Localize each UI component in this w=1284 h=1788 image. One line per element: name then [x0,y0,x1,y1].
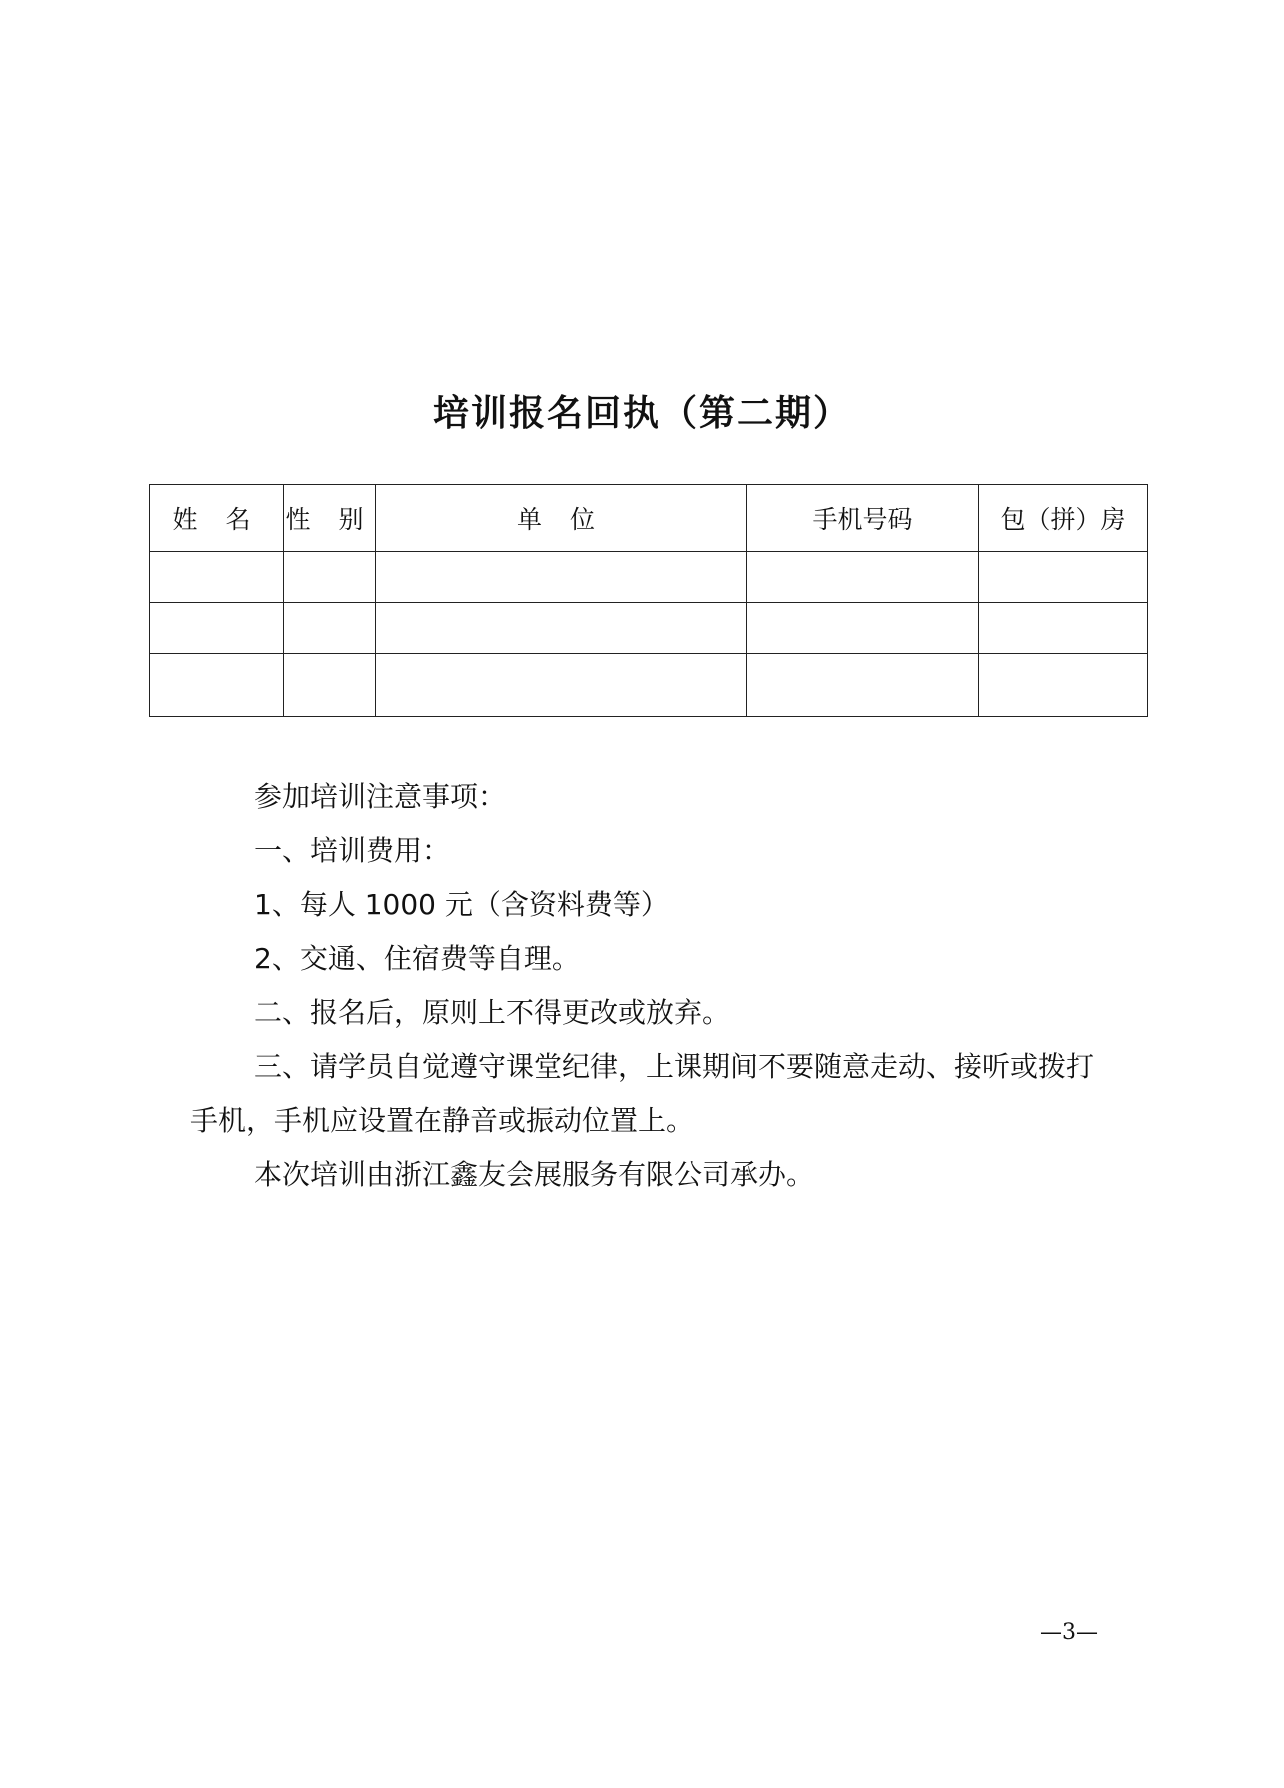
registration-table [149,484,1148,717]
notes-item-fees: 一、培训费用： [254,834,451,867]
notes-organizer: 本次培训由浙江鑫友会展服务有限公司承办。 [254,1158,815,1191]
table-row [150,603,1148,654]
notes-item-fee-self-paid: 2、交通、住宿费等自理。 [254,942,580,975]
cell-phone[interactable] [747,654,979,717]
notes-item-fee-per-person: 1、每人 1000 元（含资料费等） [254,888,669,921]
header-unit: 单 位 [376,485,747,552]
cell-unit[interactable] [376,603,747,654]
cell-gender[interactable] [284,552,376,603]
cell-room[interactable] [979,654,1148,717]
cell-phone[interactable] [747,552,979,603]
notes-item-discipline: 三、请学员自觉遵守课堂纪律，上课期间不要随意走动、接听或拨打手机，手机应设置在静音或振动位置上。 [190,1050,1095,1137]
table-row [150,552,1148,603]
cell-unit[interactable] [376,552,747,603]
cell-unit[interactable] [376,654,747,717]
table-header-row [150,485,1148,552]
page-title: 培训报名回执（第二期） [432,393,851,434]
cell-room[interactable] [979,552,1148,603]
table-row [150,654,1148,717]
cell-gender[interactable] [284,654,376,717]
cell-name[interactable] [150,654,284,717]
header-room: 包（拼）房 [979,485,1148,552]
cell-room[interactable] [979,603,1148,654]
cell-gender[interactable] [284,603,376,654]
header-gender: 性 别 [284,485,376,552]
notes-heading: 参加培训注意事项： [254,780,507,813]
cell-name[interactable] [150,552,284,603]
header-name: 姓 名 [150,485,284,552]
page-number: —3— [1040,1620,1098,1645]
cell-name[interactable] [150,603,284,654]
notes-section [190,770,1110,1202]
notes-item-no-changes: 二、报名后，原则上不得更改或放弃。 [254,996,731,1029]
header-phone: 手机号码 [747,485,979,552]
cell-phone[interactable] [747,603,979,654]
